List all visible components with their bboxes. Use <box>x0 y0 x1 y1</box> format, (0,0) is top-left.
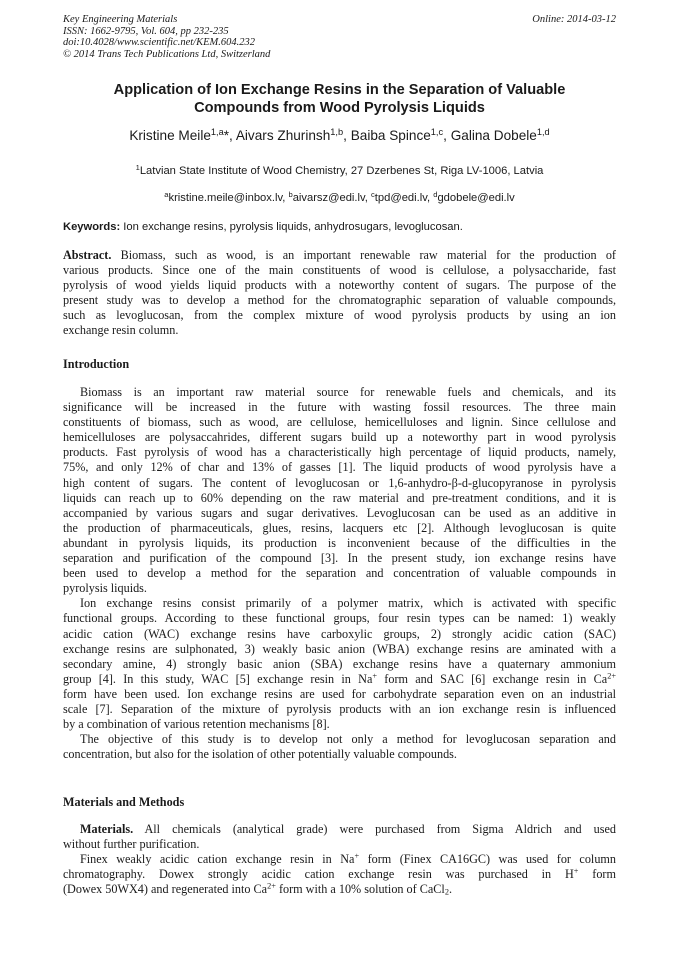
body-line: Ion exchange resins consist primarily of a polymer matrix, which is activated with specific <box>80 596 616 611</box>
author-sep: , <box>343 128 351 143</box>
email-link[interactable]: tpd@edi.lv, <box>374 192 434 204</box>
abstract-line: exchange resin column. <box>63 323 179 338</box>
body-text: form <box>578 867 616 882</box>
charge-sup: + <box>372 671 378 681</box>
body-text: All chemicals (analytical grade) were purchased from Sigma Aldrich and used <box>133 822 616 836</box>
body-line: form have been used. Ion exchange resins are used for carbohydrate separation even on an industrial <box>63 686 616 701</box>
keywords-text: Ion exchange resins, pyrolysis liquids, anhydrosugars, levoglucosan. <box>120 221 463 233</box>
body-line: separation and purification of the compound [3]. In the present study, ion exchange resins have <box>63 551 616 566</box>
body-text: (Dowex 50WX4) and regenerated into Ca <box>63 882 268 897</box>
email-sup: d <box>433 189 438 199</box>
author-sep: *, <box>223 128 236 143</box>
body-line: functional groups. According to these functional groups, four resin types can be named: 1) weakly <box>63 611 616 626</box>
keywords <box>63 220 616 234</box>
abstract <box>63 248 616 339</box>
introduction-body <box>63 385 616 762</box>
keywords-label: Keywords: <box>63 221 121 233</box>
body-line: secondary amine, 4) strongly basic anion (SBA) exchange resins have a quaternary ammonium <box>63 656 616 671</box>
abstract-line: pyrolysis of wood yields liquid products with a noteworthy content of sugars. The purpose of the <box>63 278 616 293</box>
body-text: form with a 10% solution of CaCl <box>275 882 445 897</box>
charge-sup: 2+ <box>607 671 616 681</box>
author-name: Galina Dobele <box>450 128 537 143</box>
body-line <box>63 867 616 882</box>
author-sup: 1,d <box>536 126 550 137</box>
email-link[interactable]: kristine.meile@inbox.lv, <box>168 192 289 204</box>
author-sup: 1,a <box>210 126 224 137</box>
abstract-label: Abstract. <box>63 248 112 262</box>
body-line: The objective of this study is to develop not only a method for levoglucosan separation and <box>80 732 616 747</box>
issn-line: ISSN: 1662-9795, Vol. 604, pp 232-235 <box>63 25 229 37</box>
email-sup: c <box>370 189 375 199</box>
body-line: by a combination of various retention mechanisms [8]. <box>63 717 330 732</box>
body-line: exchange resins are sulphonated, 3) weakly basic anion (WBA) exchange resins are aminated with a <box>63 641 616 656</box>
body-text: form and SAC [6] exchange resin in Ca <box>377 671 608 686</box>
section-heading-materials-methods: Materials and Methods <box>63 795 185 809</box>
author-sep: , <box>443 128 451 143</box>
body-text: form (Finex CA16GC) was used for column <box>359 852 616 867</box>
body-line: constituents of biomass, such as wood, are cellulose, hemicelluloses and lignin. Since cellulose and <box>63 415 616 430</box>
body-line <box>63 672 616 687</box>
body-line: high content of sugars. The content of levoglucosan or 1,6-anhydro-β-d-glucopyranose in pyrolysis <box>63 475 616 490</box>
body-line: pyrolysis liquids. <box>63 581 147 596</box>
abstract-line <box>63 248 616 263</box>
abstract-line: various products. Since one of the main constituents of wood is cellulose, a polysaccharide, fast <box>63 263 616 278</box>
charge-sup: + <box>354 851 360 861</box>
charge-sup: 2+ <box>267 881 276 891</box>
author-emails <box>63 191 616 205</box>
body-line: without further purification. <box>63 837 200 852</box>
abstract-line: such as levoglucosan, from the complex mixture of wood pyrolysis products by using an ion <box>63 308 616 323</box>
body-line: scale [7]. Separation of the mixture of pyrolysis products with an ion exchange resin is influenced <box>63 701 616 716</box>
body-line: hemicelluloses are polysaccahrides, different sugars build up a noteworthy part in wood pyrolysis <box>63 430 616 445</box>
formula-sub: 2 <box>444 888 449 898</box>
email-sup: a <box>164 189 169 199</box>
body-line: 75%, and only 12% of char and 13% of gasses [1]. The liquid products of wood pyrolysis have a <box>63 460 616 475</box>
author-list <box>63 127 616 145</box>
affiliation-sup: 1 <box>135 162 140 172</box>
body-text: . <box>448 882 452 897</box>
affiliation-text: Latvian State Institute of Wood Chemistry, 27 Dzerbenes St, Riga LV-1006, Latvia <box>139 165 544 177</box>
body-text: Finex weakly acidic cation exchange resin in Na <box>80 852 355 867</box>
journal-header <box>63 14 616 60</box>
affiliation <box>63 164 616 178</box>
body-line: the production of pharmaceuticals, glues, resins, lacquers etc [2]. Although levoglucosan is quite <box>63 520 616 535</box>
copyright-line: © 2014 Trans Tech Publications Ltd, Switzerland <box>63 48 271 60</box>
paper-title <box>63 82 616 117</box>
body-line: liquids can reach up to 60% depending on the raw material and pre-treatment conditions, and it is <box>63 490 616 505</box>
body-line: products. Fast pyrolysis of wood has a characteristically high percentage of liquid products, namely, <box>63 445 616 460</box>
body-line <box>63 882 616 897</box>
email-sup: b <box>288 189 293 199</box>
author-name: Kristine Meile <box>129 128 211 143</box>
doi-line: doi:10.4028/www.scientific.net/KEM.604.232 <box>63 37 255 49</box>
author-sup: 1,b <box>330 126 344 137</box>
methods-body <box>63 822 616 897</box>
author-name: Baiba Spince <box>350 128 431 143</box>
abstract-text: Biomass, such as wood, is an important renewable raw material for the production of <box>111 248 616 262</box>
materials-label: Materials. <box>80 822 134 836</box>
section-heading-introduction: Introduction <box>63 357 130 371</box>
body-text: chromatography. Dowex strongly acidic cation exchange resin was purchased in H <box>63 867 574 882</box>
body-line: Biomass is an important raw material source for renewable fuels and chemicals, and its <box>80 385 616 399</box>
author-sup: 1,c <box>430 126 444 137</box>
body-line: significance will be increased in the future with wasting fossil resources. The three main <box>63 400 616 415</box>
body-line: abundant in pyrolysis liquids, its production is inconvenient because of the difficulties in the <box>63 535 616 550</box>
email-link[interactable]: aivarsz@edi.lv, <box>292 192 371 204</box>
author-name: Aivars Zhurinsh <box>235 128 331 143</box>
body-line: accompanied by various sugars and sugar derivatives. Levoglucosan can be used as an additive in <box>63 505 616 520</box>
abstract-line: present study was to develop a method for the chromatographic separation of valuable compounds, <box>63 293 616 308</box>
charge-sup: + <box>573 866 579 876</box>
body-line: been used to develop a method for the separation and concentration of valuable compounds in <box>63 566 616 581</box>
online-date: Online: 2014-03-12 <box>532 14 616 25</box>
body-line <box>63 822 616 837</box>
email-link[interactable]: gdobele@edi.lv <box>437 192 515 204</box>
body-line: acidic cation (WAC) exchange resins have carboxylic groups, 2) strongly acidic cation (SAC) <box>63 626 616 641</box>
body-line <box>63 852 616 867</box>
title-line: Compounds from Wood Pyrolysis Liquids <box>194 99 485 116</box>
title-line: Application of Ion Exchange Resins in the Separation of Valuable <box>113 82 566 98</box>
journal-name: Key Engineering Materials <box>63 14 178 25</box>
body-line: concentration, but also for the isolation of other potentially valuable compounds. <box>63 747 457 762</box>
body-text: group [4]. In this study, WAC [5] exchange resin in Na <box>63 671 373 686</box>
